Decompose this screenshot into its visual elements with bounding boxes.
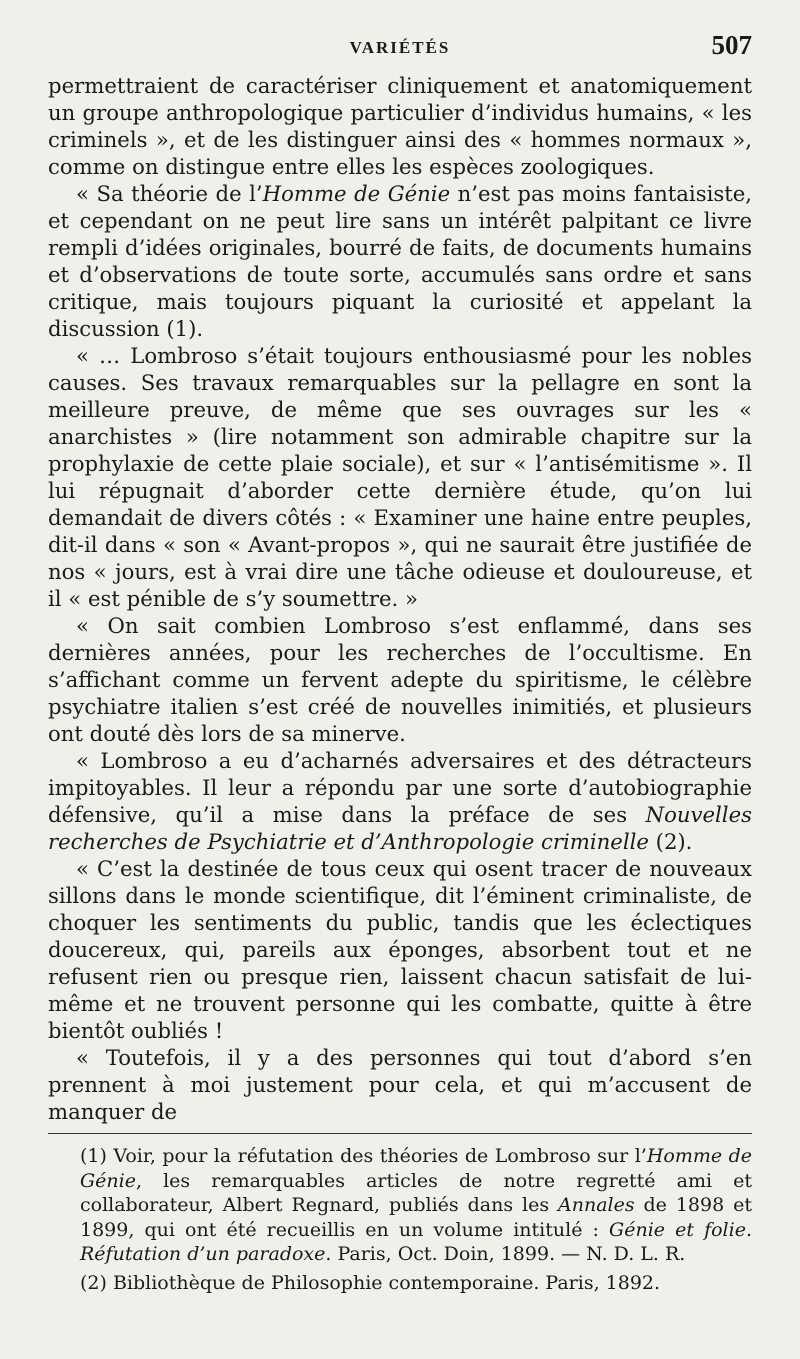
text-run: « On sait combien Lombroso s’est enflammé, dans ses dernières années, pour les recherches de l’occultisme. En s’affichant comme un fervent adepte du spiritisme, le célèbre psychiatre italien s’est créé de nouvelles inimitiés, et plusieurs ont douté dès lors de sa minerve. [48, 613, 752, 746]
paragraph-6 [48, 855, 752, 1044]
paragraph-5 [48, 747, 752, 855]
text-run: de 1898 et 1899, qui ont été recueillis en un volume intitulé : [80, 1194, 752, 1241]
running-head: VARIÉTÉS [349, 38, 451, 57]
text-run: « Toutefois, il y a des personnes qui tout d’abord s’en prennent à moi justement pour cela, et qui m’accusent de manquer de [48, 1045, 752, 1124]
text-run: « Sa théorie de l’ [76, 181, 263, 206]
paragraph-4 [48, 612, 752, 747]
footnote-2 [80, 1271, 752, 1296]
italic-title: Homme de Génie [262, 181, 451, 206]
footnote-1 [80, 1144, 752, 1267]
italic-title: Homme de Génie [80, 1145, 753, 1192]
text-run: . Paris, Oct. Doin, 1899. — N. D. L. R. [325, 1243, 686, 1265]
text-run: (2) Bibliothèque de Philosophie contemporaine. Paris, 1892. [80, 1271, 661, 1294]
paragraph-1 [48, 72, 752, 180]
italic-title: Génie et folie. Réfutation d’un paradoxe [80, 1218, 752, 1265]
text-run: , les remarquables articles de notre regretté ami et collaborateur, Albert Regnard, publiés dans les [80, 1169, 752, 1216]
text-run: permettraient de caractériser cliniquement et anatomiquement un groupe anthropologique particulier d’individus humains, « les criminels », et de les distinguer ainsi des « hommes normaux », comme on distingue entre elles les espèces zoologiques. [48, 73, 752, 179]
text-run: n’est pas moins fantaisiste, et cependant on ne peut lire sans un intérêt palpitant ce livre rempli d’idées originales, bourré de faits, de documents humains et d’observations de toute sorte, accumulés sans ordre et sans critique, mais toujours piquant la curiosité et appelant la discussion (1). [48, 181, 753, 341]
paragraph-3 [48, 342, 752, 612]
text-run: « C’est la destinée de tous ceux qui osent tracer de nouveaux sillons dans le monde scientifique, dit l’éminent criminaliste, de choquer les sentiments du public, tandis que les éclectiques doucereux, qui, pareils aux éponges, absorbent tout et ne refusent rien ou presque rien, laissent chacun satisfait de lui-même et ne trouvent personne qui les combatte, quitte à être bientôt oubliés ! [48, 856, 752, 1043]
page-header [48, 28, 752, 64]
text-run: « … Lombroso s’était toujours enthousiasmé pour les nobles causes. Ses travaux remarquables sur la pellagre en sont la meilleure preuve, de même que ses ouvrages sur les « anarchistes » (lire notamment son admirable chapitre sur la prophylaxie de cette plaie sociale), et sur « l’antisémitisme ». Il lui répugnait d’aborder cette dernière étude, qu’on lui demandait de divers côtés : « Examiner une haine entre peuples, dit-il dans « son « Avant-propos », qui ne saurait être justifiée de nos « jours, est à vrai dire une tâche odieuse et douloureuse, et il « est pénible de s’y soumettre. » [48, 343, 752, 611]
text-run: (2). [648, 829, 693, 854]
body-text [48, 72, 752, 1125]
paragraph-7 [48, 1044, 752, 1125]
paragraph-2 [48, 180, 752, 342]
italic-title: Nouvelles recherches de Psychiatrie et d’Anthropologie criminelle [48, 802, 752, 854]
footnotes [80, 1144, 752, 1295]
italic-title: Annales [558, 1194, 635, 1216]
text-run: « Lombroso a eu d’acharnés adversaires et des détracteurs impitoyables. Il leur a répondu par une sorte d’autobiographie défensive, qu’il a mise dans la préface de ses [48, 748, 752, 827]
footnote-rule [48, 1133, 752, 1134]
page-number: 507 [711, 30, 752, 60]
text-run: (1) Voir, pour la réfutation des théories de Lombroso sur l’ [80, 1145, 647, 1167]
